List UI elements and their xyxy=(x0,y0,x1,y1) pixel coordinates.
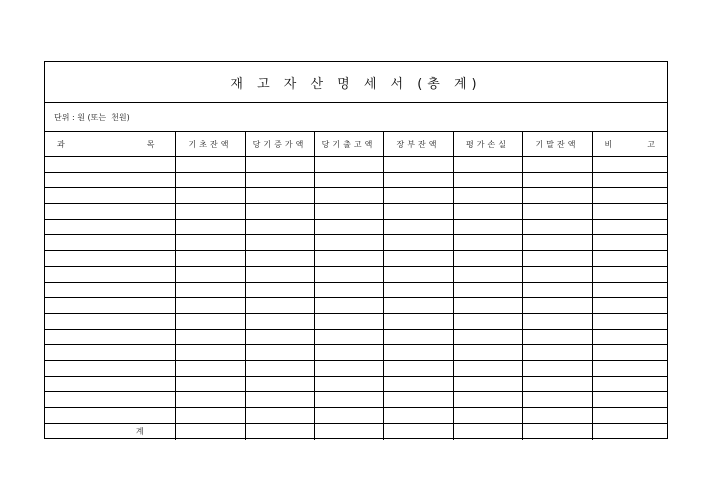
total-row xyxy=(45,423,667,440)
table-cell[interactable] xyxy=(522,408,592,424)
table-cell[interactable] xyxy=(592,235,667,251)
table-cell[interactable] xyxy=(592,219,667,235)
total-cell[interactable] xyxy=(175,423,245,440)
table-cell[interactable] xyxy=(453,408,522,424)
table-cell[interactable] xyxy=(314,282,383,298)
table-cell[interactable] xyxy=(45,392,175,408)
table-cell[interactable] xyxy=(314,188,383,204)
table-cell[interactable] xyxy=(175,235,245,251)
total-cell[interactable] xyxy=(245,423,314,440)
total-cell[interactable] xyxy=(592,423,667,440)
table-row xyxy=(45,157,667,173)
table-cell[interactable] xyxy=(453,360,522,376)
table-cell[interactable] xyxy=(453,251,522,267)
table-cell[interactable] xyxy=(175,188,245,204)
table-cell[interactable] xyxy=(592,266,667,282)
table-cell[interactable] xyxy=(453,313,522,329)
table-cell[interactable] xyxy=(592,392,667,408)
table-cell[interactable] xyxy=(592,204,667,220)
table-cell[interactable] xyxy=(45,313,175,329)
table-cell[interactable] xyxy=(314,360,383,376)
table-cell[interactable] xyxy=(383,157,453,173)
table-cell[interactable] xyxy=(453,298,522,314)
table-cell[interactable] xyxy=(314,329,383,345)
table-cell[interactable] xyxy=(592,408,667,424)
table-cell[interactable] xyxy=(522,235,592,251)
table-cell[interactable] xyxy=(522,298,592,314)
table-cell[interactable] xyxy=(314,157,383,173)
table-cell[interactable] xyxy=(245,345,314,361)
table-cell[interactable] xyxy=(522,188,592,204)
table-cell[interactable] xyxy=(245,313,314,329)
table-cell[interactable] xyxy=(592,282,667,298)
table-cell[interactable] xyxy=(383,360,453,376)
table-cell[interactable] xyxy=(45,204,175,220)
table-cell[interactable] xyxy=(314,266,383,282)
table-cell[interactable] xyxy=(245,329,314,345)
table-cell[interactable] xyxy=(175,172,245,188)
table-cell[interactable] xyxy=(175,219,245,235)
table-cell[interactable] xyxy=(383,235,453,251)
header-subject xyxy=(45,132,175,157)
table-cell[interactable] xyxy=(175,408,245,424)
header-remarks xyxy=(592,132,667,157)
table-cell[interactable] xyxy=(175,282,245,298)
table-cell[interactable] xyxy=(522,172,592,188)
header-book-balance: 장부잔액 xyxy=(383,132,453,157)
total-cell[interactable] xyxy=(453,423,522,440)
total-cell[interactable] xyxy=(383,423,453,440)
table-cell[interactable] xyxy=(175,251,245,267)
table-cell[interactable] xyxy=(245,282,314,298)
header-period-increase: 당기증가액 xyxy=(245,132,314,157)
table-cell[interactable] xyxy=(45,376,175,392)
unit-note: 단위 : 원 (또는 천원) xyxy=(54,113,130,122)
table-cell[interactable] xyxy=(245,251,314,267)
table-cell[interactable] xyxy=(592,172,667,188)
table-cell[interactable] xyxy=(245,298,314,314)
table-cell[interactable] xyxy=(453,392,522,408)
table-cell[interactable] xyxy=(314,298,383,314)
unit-row xyxy=(45,103,667,132)
table-cell[interactable] xyxy=(522,360,592,376)
table-cell[interactable] xyxy=(314,376,383,392)
table-cell[interactable] xyxy=(45,251,175,267)
table-cell[interactable] xyxy=(45,298,175,314)
table-cell[interactable] xyxy=(453,157,522,173)
table-row xyxy=(45,266,667,282)
table-cell[interactable] xyxy=(45,235,175,251)
table-cell[interactable] xyxy=(383,376,453,392)
table-cell[interactable] xyxy=(245,392,314,408)
table-cell[interactable] xyxy=(45,345,175,361)
table-cell[interactable] xyxy=(453,172,522,188)
table-cell[interactable] xyxy=(314,204,383,220)
table-cell[interactable] xyxy=(175,266,245,282)
table-cell[interactable] xyxy=(314,392,383,408)
table-cell[interactable] xyxy=(592,329,667,345)
table-cell[interactable] xyxy=(45,157,175,173)
table-row xyxy=(45,313,667,329)
table-cell[interactable] xyxy=(383,251,453,267)
document-title: 재 고 자 산 명 세 서 (총 계) xyxy=(230,76,482,92)
table-cell[interactable] xyxy=(314,408,383,424)
table-row xyxy=(45,408,667,424)
table-cell[interactable] xyxy=(175,376,245,392)
inventory-statement-form xyxy=(44,61,668,439)
inventory-table xyxy=(45,132,667,440)
table-cell[interactable] xyxy=(314,235,383,251)
table-cell[interactable] xyxy=(314,313,383,329)
table-cell[interactable] xyxy=(383,172,453,188)
table-row xyxy=(45,204,667,220)
table-cell[interactable] xyxy=(245,376,314,392)
table-cell[interactable] xyxy=(383,282,453,298)
table-cell[interactable] xyxy=(592,360,667,376)
table-cell[interactable] xyxy=(175,360,245,376)
table-cell[interactable] xyxy=(175,298,245,314)
table-row xyxy=(45,376,667,392)
table-cell[interactable] xyxy=(314,345,383,361)
table-cell[interactable] xyxy=(314,219,383,235)
table-cell[interactable] xyxy=(592,188,667,204)
table-cell[interactable] xyxy=(45,266,175,282)
table-cell[interactable] xyxy=(522,313,592,329)
table-cell[interactable] xyxy=(592,376,667,392)
table-cell[interactable] xyxy=(383,266,453,282)
header-subject-left: 과 xyxy=(57,139,65,149)
table-cell[interactable] xyxy=(175,345,245,361)
table-cell[interactable] xyxy=(175,329,245,345)
table-cell[interactable] xyxy=(592,157,667,173)
table-cell[interactable] xyxy=(45,408,175,424)
table-cell[interactable] xyxy=(175,392,245,408)
table-cell[interactable] xyxy=(383,298,453,314)
table-cell[interactable] xyxy=(45,282,175,298)
table-cell[interactable] xyxy=(45,188,175,204)
table-cell[interactable] xyxy=(592,345,667,361)
table-cell[interactable] xyxy=(175,157,245,173)
table-body xyxy=(45,157,667,440)
table-row xyxy=(45,360,667,376)
table-cell[interactable] xyxy=(245,408,314,424)
header-period-release: 당기출고액 xyxy=(314,132,383,157)
table-cell[interactable] xyxy=(45,329,175,345)
table-cell[interactable] xyxy=(314,172,383,188)
header-subject-right: 목 xyxy=(146,139,155,149)
title-row xyxy=(45,62,667,103)
table-cell[interactable] xyxy=(453,329,522,345)
table-cell[interactable] xyxy=(522,204,592,220)
table-cell[interactable] xyxy=(245,266,314,282)
table-cell[interactable] xyxy=(522,345,592,361)
table-cell[interactable] xyxy=(175,313,245,329)
table-cell[interactable] xyxy=(245,360,314,376)
table-cell[interactable] xyxy=(383,219,453,235)
table-cell[interactable] xyxy=(522,157,592,173)
table-cell[interactable] xyxy=(245,219,314,235)
table-cell[interactable] xyxy=(45,219,175,235)
table-cell[interactable] xyxy=(453,188,522,204)
table-cell[interactable] xyxy=(453,345,522,361)
table-cell[interactable] xyxy=(45,172,175,188)
table-row xyxy=(45,219,667,235)
table-cell[interactable] xyxy=(522,219,592,235)
table-cell[interactable] xyxy=(522,282,592,298)
table-cell[interactable] xyxy=(245,172,314,188)
table-cell[interactable] xyxy=(383,392,453,408)
table-row xyxy=(45,251,667,267)
table-cell[interactable] xyxy=(245,235,314,251)
table-row xyxy=(45,235,667,251)
table-cell[interactable] xyxy=(45,360,175,376)
header-row xyxy=(45,132,667,157)
table-cell[interactable] xyxy=(522,376,592,392)
table-cell[interactable] xyxy=(383,345,453,361)
table-row xyxy=(45,298,667,314)
table-cell[interactable] xyxy=(453,204,522,220)
header-opening-balance: 기초잔액 xyxy=(175,132,245,157)
table-row xyxy=(45,329,667,345)
table-cell[interactable] xyxy=(175,204,245,220)
table-cell[interactable] xyxy=(383,329,453,345)
table-cell[interactable] xyxy=(522,251,592,267)
table-cell[interactable] xyxy=(383,204,453,220)
table-row xyxy=(45,282,667,298)
table-cell[interactable] xyxy=(592,251,667,267)
table-row xyxy=(45,188,667,204)
table-cell[interactable] xyxy=(245,204,314,220)
total-label: 계 xyxy=(45,423,175,440)
header-closing-balance: 기말잔액 xyxy=(522,132,592,157)
table-cell[interactable] xyxy=(245,157,314,173)
header-remarks-right: 고 xyxy=(647,139,655,149)
header-remarks-left: 비 xyxy=(604,139,613,149)
table-cell[interactable] xyxy=(453,219,522,235)
header-valuation-loss: 평가손실 xyxy=(453,132,522,157)
table-cell[interactable] xyxy=(453,266,522,282)
table-cell[interactable] xyxy=(592,298,667,314)
total-cell[interactable] xyxy=(314,423,383,440)
table-cell[interactable] xyxy=(453,282,522,298)
table-cell[interactable] xyxy=(383,188,453,204)
table-cell[interactable] xyxy=(592,313,667,329)
table-cell[interactable] xyxy=(245,188,314,204)
table-cell[interactable] xyxy=(453,235,522,251)
table-cell[interactable] xyxy=(383,408,453,424)
table-row xyxy=(45,392,667,408)
table-cell[interactable] xyxy=(522,329,592,345)
total-cell[interactable] xyxy=(522,423,592,440)
table-cell[interactable] xyxy=(314,251,383,267)
table-cell[interactable] xyxy=(383,313,453,329)
table-cell[interactable] xyxy=(522,392,592,408)
table-row xyxy=(45,172,667,188)
table-cell[interactable] xyxy=(453,376,522,392)
table-row xyxy=(45,345,667,361)
table-cell[interactable] xyxy=(522,266,592,282)
